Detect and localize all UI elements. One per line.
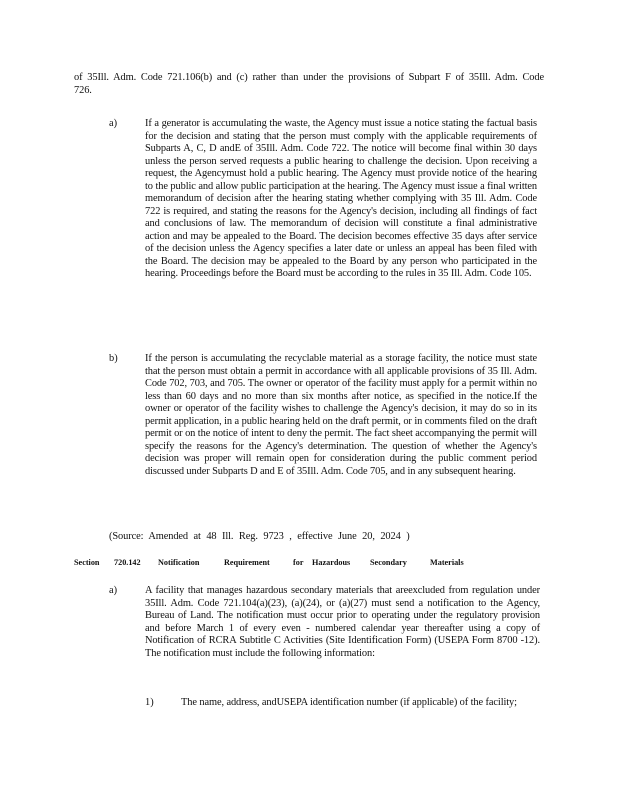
item-1-text: The name, address, andUSEPA identification number (if applicable) of the facility; <box>181 697 517 708</box>
section-word: Section <box>74 558 100 567</box>
section-title-word: Hazardous <box>312 558 351 567</box>
para-b-text: If the person is accumulating the recyclable material as a storage facility, the notice must state that the person must obtain a permit in accordance with all applicable provisions of 35 Ill. Adm. Code 702, 703, and 705. The owner or operator of the facility must apply for a permit within no less than 60 days and no more than six months after notice, as specified in the notice.If the owner or operator of the facility wishes to challenge the Agency's decision, it may do so in its permit application, in a public hearing held on the draft permit, or in comments filed on the draft permit or on the notice of intent to deny the permit. The fact sheet accompanying the permit will specify the reasons for the Agency's determination. The question of whether the Agency's decision was proper will remain open for consideration during the public comment period discussed under Subparts D and E of 35Ill. Adm. Code 705, and in any subsequent hearing. <box>145 353 537 477</box>
section-title-word: Secondary <box>370 558 407 567</box>
source-note: (Source: Amended at 48 Ill. Reg. 9723 , effective June 20, 2024 ) <box>109 531 410 542</box>
section-title-word: Requirement <box>224 558 270 567</box>
section-number: 720.142 <box>114 558 141 567</box>
section-title-word: Materials <box>430 558 464 567</box>
para-a2-text: A facility that manages hazardous secondary materials that areexcluded from regulation under 35Ill. Adm. Code 721.104(a)(23), (a)(24), or (a)(27) must send a notification to the Agency, Bureau of Land. The notification must occur prior to operating under the regulatory provision and before March 1 of every even - numbered calendar year thereafter using a copy of Notification of RCRA Subtitle C Activities (Site Identification Form) (USEPA Form 8700 -12). The notification must include the following information: <box>145 585 540 659</box>
para-a-label: a) <box>109 118 118 129</box>
para-a-text: If a generator is accumulating the waste, the Agency must issue a notice stating the factual basis for the decision and stating that the person must comply with the applicable requirements of Subparts A, C, D andE of 35Ill. Adm. Code 722. The notice will become final within 30 days unless the person served requests a public hearing to challenge the decision. Upon receiving a request, the Agencymust hold a public hearing. The Agency must provide notice of the hearing to the public and allow public participation at the hearing. The Agency must issue a final written memorandum of decision after the hearing stating whether complying with 35 Ill. Adm. Code 722 is required, and stating the reasons for the Agency's decision, including all findings of fact and conclusions of law. The memorandum of decision will constitute a final administrative action and may be appealed to the Board. The decision becomes effective 35 days after service of the decision unless the Agency specifies a later date or unless an appeal has been filed with the Board. The decision may be appealed to the Board by any person who participated in the hearing. Proceedings before the Board must be according to the rules in 35 Ill. Adm. Code 105. <box>145 118 537 279</box>
section-title-word: for <box>293 558 304 567</box>
item-1-label: 1) <box>145 697 154 708</box>
para-b-label: b) <box>109 353 118 364</box>
intro-continuation: of 35Ill. Adm. Code 721.106(b) and (c) rather than under the provisions of Subpart F of 35Ill. Adm. Code 726. <box>74 72 544 96</box>
para-a2-label: a) <box>109 585 118 596</box>
section-title-word: Notification <box>158 558 200 567</box>
